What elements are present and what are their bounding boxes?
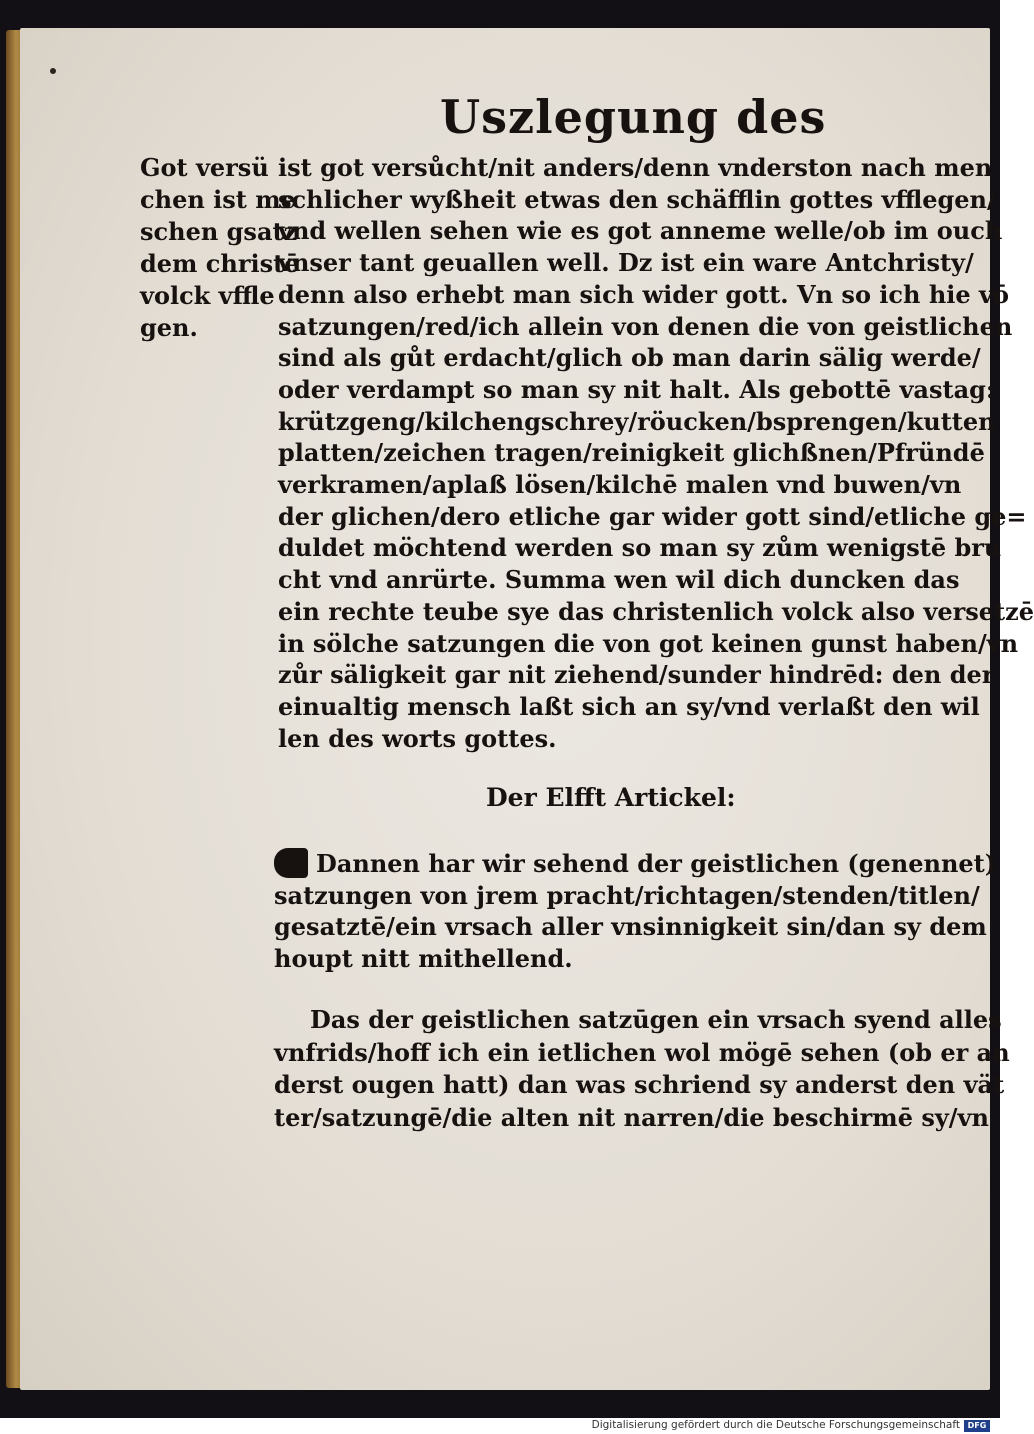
gloss-line: chen ist me — [140, 185, 296, 214]
text-line: satzungen von jrem pracht/richtagen/stenden/titlen/ — [274, 880, 980, 910]
text-line: der glichen/dero etliche gar wider gott sind/etliche ge= — [278, 501, 1027, 531]
text-line: duldet möchtend werden so man sy zům wenigstē bru — [278, 533, 1002, 563]
text-line: ist got versůcht/nit anders/denn vnderston nach men — [278, 153, 993, 182]
text-line: denn also erhebt man sich wider gott. Vn so ich hie vō — [278, 279, 1009, 309]
text-line — [274, 848, 997, 880]
article-summary-block — [274, 848, 997, 974]
text-line-content: Dannen har wir sehend der geistlichen (genennet) — [316, 849, 997, 878]
text-line: houpt nitt mithellend. — [274, 943, 573, 973]
text-line: sind als gůt erdacht/glich ob man darin sälig werde/ — [278, 343, 981, 373]
commentary-block — [274, 1004, 1010, 1134]
text-line: ter/satzungē/die alten nit narren/die beschirmē sy/vn — [274, 1102, 989, 1132]
running-header-title: Uszlegung des — [440, 90, 827, 144]
margin-gloss — [140, 152, 300, 344]
gloss-line: gen. — [140, 313, 198, 342]
ink-dot — [50, 68, 56, 74]
gloss-line: dem christē — [140, 249, 300, 278]
text-line: einualtig mensch laßt sich an sy/vnd verlaßt den wil — [278, 691, 980, 721]
dfg-logo: DFG — [964, 1420, 990, 1432]
text-line: satzungen/red/ich allein von denen die von geistlichen — [278, 311, 1013, 341]
text-line: gesatztē/ein vrsach aller vnsinnigkeit sin/dan sy dem — [274, 912, 987, 941]
gloss-line: volck vffle — [140, 281, 275, 310]
text-line: ein rechte teube sye das christenlich volck also versetzē — [278, 596, 1034, 626]
text-line: zůr säligkeit gar nit ziehend/sunder hindrēd: den der — [278, 660, 995, 690]
text-line: derst ougen hatt) dan was schriend sy anderst den vät — [274, 1070, 1005, 1099]
text-line: schlicher wyßheit etwas den schäfflin gottes vfflegen/ — [278, 184, 996, 214]
text-line: vnser tant geuallen well. Dz ist ein ware Antchristy/ — [278, 248, 974, 278]
text-line: cht vnd anrürte. Summa wen wil dich duncken das — [278, 565, 960, 595]
text-line: len des worts gottes. — [278, 723, 557, 753]
funding-credit: Digitalisierung gefördert durch die Deutsche Forschungsgemeinschaft — [591, 1419, 960, 1431]
main-text-block — [278, 152, 1034, 754]
text-line: verkramen/aplaß lösen/kilchē malen vnd buwen/vn — [278, 470, 962, 500]
gloss-line: schen gsatz — [140, 217, 298, 246]
text-line: vnd wellen sehen wie es got anneme welle/ob im ouch — [278, 216, 1003, 246]
text-line: oder verdampt so man sy nit halt. Als gebottē vastag: — [278, 374, 995, 404]
pilcrow-icon — [274, 848, 308, 878]
text-line: platten/zeichen tragen/reinigkeit glichßnen/Pfründē — [278, 438, 985, 468]
text-line: Das der geistlichen satzūgen ein vrsach syend alles — [310, 1005, 1002, 1034]
gloss-line: Got versü — [140, 153, 269, 182]
text-line: krützgeng/kilchengschrey/röucken/bsprengen/kutten — [278, 406, 996, 436]
text-line: in sölche satzungen die von got keinen gunst haben/vn — [278, 628, 1019, 658]
article-heading: Der Elfft Artickel: — [486, 783, 736, 812]
text-line: vnfrids/hoff ich ein ietlichen wol mögē sehen (ob er an — [274, 1037, 1010, 1067]
